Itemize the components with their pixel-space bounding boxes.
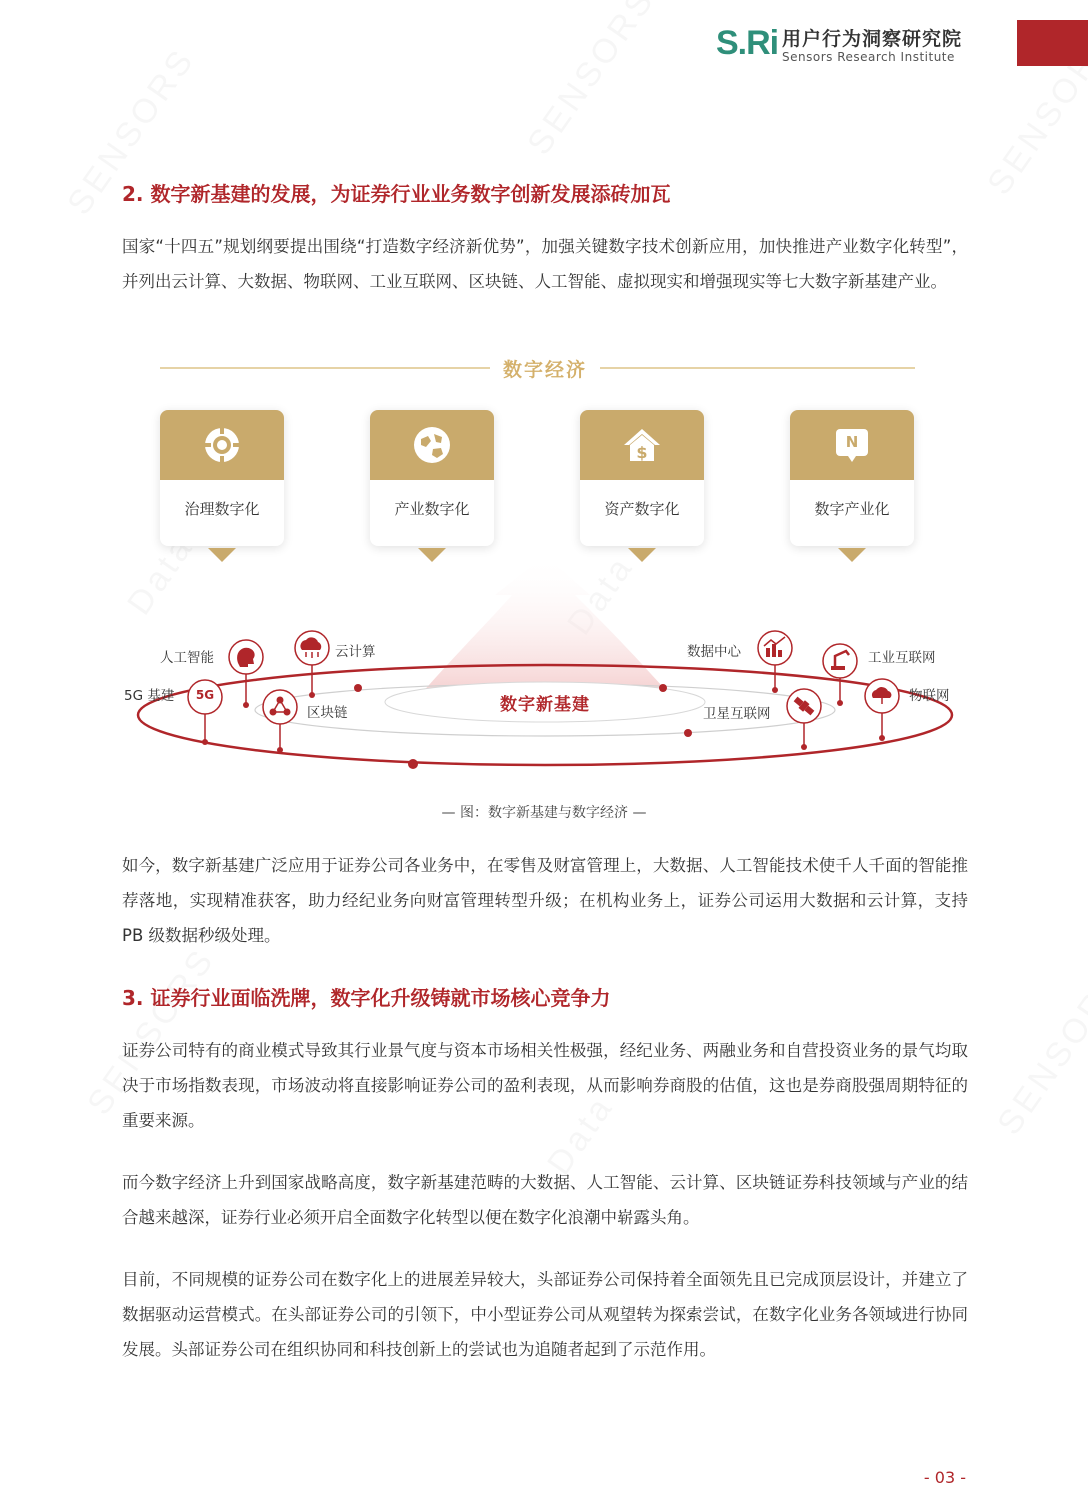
diagram-title: 数字经济 [502, 359, 587, 381]
dollar-sign: $ [636, 443, 648, 462]
card-pointer [628, 548, 656, 562]
section-heading: 2. 数字新基建的发展，为证券行业业务数字创新发展添砖加瓦 [122, 182, 671, 206]
globe-icon [412, 425, 452, 465]
card-governance-digitalization [160, 410, 284, 546]
node-label-blockchain: 区块链 [307, 705, 348, 721]
logo-english-name: Sensors Research Institute [782, 50, 955, 64]
card-header [580, 410, 704, 480]
page-number: - 03 - [923, 1468, 966, 1487]
node-blockchain-pin [263, 690, 297, 753]
node-label-industrial: 工业互联网 [868, 650, 936, 666]
card-pointer [208, 548, 236, 562]
watermark [990, 961, 1088, 1143]
paragraph: 目前，不同规模的证券公司在数字化上的进展差异较大，头部证券公司保持着全面领先且已完成顶层设计，并建立了数据驱动运营模式。在头部证券公司的引领下，中小型证券公司从观望转为探索尝试，在数字化业务各领域进行协同发展。头部证券公司在组织协同和科技创新上的尝试也为追随者起到了示范作用。 [122, 1270, 968, 1359]
node-label-cloud: 云计算 [335, 644, 376, 660]
node-label-ai: 人工智能 [160, 650, 214, 666]
logo-chinese-name: 用户行为洞察研究院 [782, 28, 963, 50]
card-pointer [838, 548, 866, 562]
center-label: 数字新基建 [500, 695, 590, 715]
card-label: 治理数字化 [184, 500, 260, 518]
watermark-text [520, 0, 663, 162]
logo-mark: S.Ri [716, 24, 779, 62]
card-label: 资产数字化 [604, 500, 680, 518]
card-digital-industrialization [790, 410, 914, 546]
card-asset-digitalization [580, 410, 704, 546]
paragraph: 如今，数字新基建广泛应用于证券公司各业务中，在零售及财富管理上，大数据、人工智能技术使千人千面的智能推荐落地，实现精准获客，助力经纪业务向财富管理转型升级；在机构业务上，证券公司运用大数据和云计算，支持 PB 级数据秒级处理。 [122, 856, 968, 945]
node-label-5g: 5G 基建 [124, 688, 175, 704]
card-label: 产业数字化 [394, 500, 470, 518]
paragraph: 国家“十四五”规划纲要提出围绕“打造数字经济新优势”，加强关键数字技术创新应用，加快推进产业数字化转型”，并列出云计算、大数据、物联网、工业互联网、区块链、人工智能、虚拟现实和增强现实等七大数字新基建产业。 [122, 237, 968, 291]
ring-dot [684, 729, 692, 737]
card-header [160, 410, 284, 480]
paragraph: 证券公司特有的商业模式导致其行业景气度与资本市场相关性极强，经纪业务、两融业务和自营投资业务的景气均取决于市场指数表现，市场波动将直接影响证券公司的盈利表现，从而影响券商股的估值，这也是券商股强周期特征的重要来源。 [122, 1041, 968, 1130]
target-icon [202, 425, 242, 465]
figure-caption: — 图：数字新基建与数字经济 — [441, 805, 647, 821]
watermark [520, 0, 663, 162]
node-label-datacenter: 数据中心 [687, 644, 741, 660]
ring-dot [354, 684, 362, 692]
paragraph: 而今数字经济上升到国家战略高度，数字新基建范畴的大数据、人工智能、云计算、区块链证券科技领域与产业的结合越来越深，证券行业必须开启全面数字化转型以便在数字化浪潮中崭露头角。 [122, 1173, 968, 1227]
n-badge-letter: N [845, 433, 859, 451]
watermark-text [990, 961, 1088, 1142]
header-accent-tab [1017, 20, 1088, 66]
card-label: 数字产业化 [814, 500, 890, 518]
node-label-iot: 物联网 [909, 688, 950, 704]
node-datacenter-pin [758, 631, 792, 693]
node-label-satellite: 卫星互联网 [703, 706, 771, 722]
ring-dot [659, 684, 667, 692]
digital-economy-diagram [120, 350, 970, 780]
5g-icon: 5G [195, 688, 215, 702]
card-header [370, 410, 494, 480]
node-industrial-pin [823, 644, 857, 706]
logo [716, 22, 976, 66]
card-header [790, 410, 914, 480]
node-iot-pin [865, 679, 899, 741]
ring-dot [408, 759, 418, 769]
card-industry-digitalization [370, 410, 494, 546]
card-pointer [418, 548, 446, 562]
node-cloud-pin [295, 631, 329, 698]
upward-arrow [420, 555, 670, 695]
node-ai-pin [229, 640, 263, 708]
section-heading: 3. 证券行业面临洗牌，数字化升级铸就市场核心竞争力 [122, 986, 611, 1010]
